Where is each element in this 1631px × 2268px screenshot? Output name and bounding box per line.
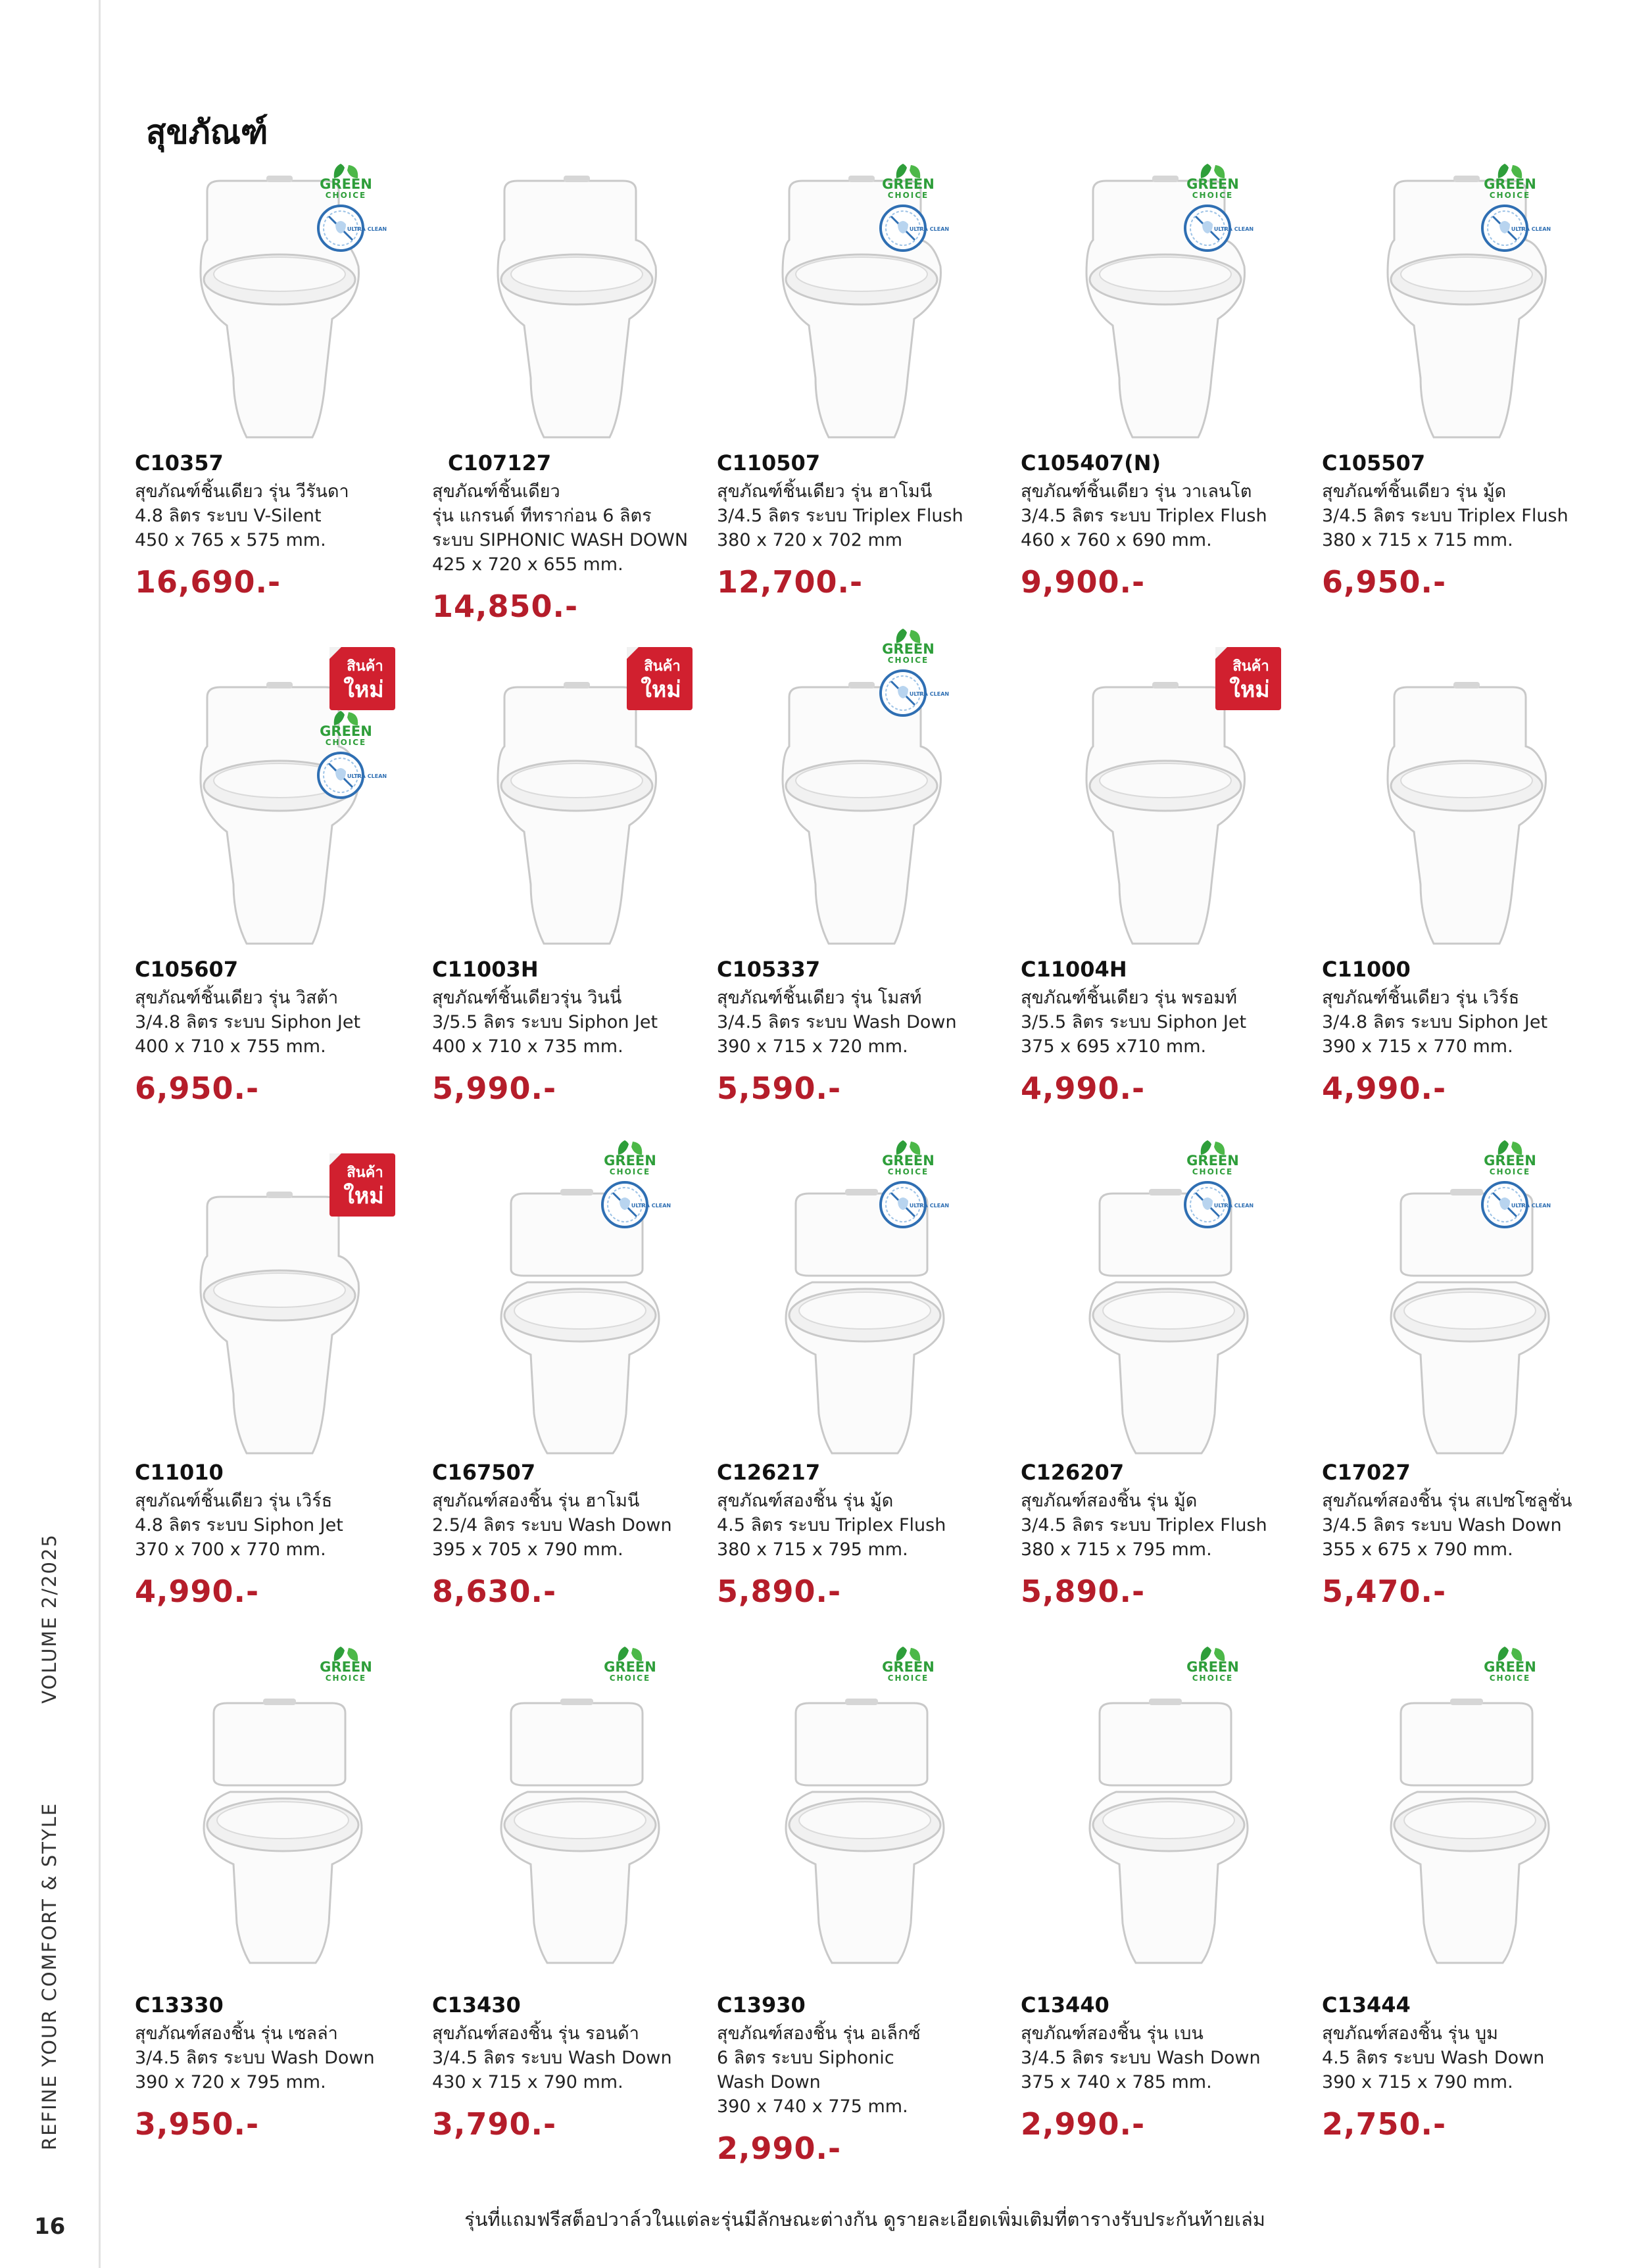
brand-line: REFINE YOUR COMFORT & STYLE: [38, 1802, 61, 2150]
new-badge-line2: ใหม่: [343, 1183, 384, 1209]
product-spec-line: 4.5 ลิตร ระบบ Wash Down: [1322, 2048, 1545, 2068]
product-image: [717, 667, 1006, 977]
ultra-clean-label: ULTRA CLEAN: [347, 773, 387, 779]
new-badge-line1: สินค้า: [347, 1165, 383, 1181]
green-badge-line1: GREEN: [320, 176, 372, 192]
product-price: 5,890.-: [717, 1574, 842, 1609]
green-choice-badge: [877, 161, 950, 260]
product-spec-line: 400 x 710 x 735 mm.: [432, 1036, 623, 1057]
product-info: [1021, 450, 1310, 600]
product-info: [135, 450, 424, 600]
new-badge-line2: ใหม่: [343, 677, 384, 703]
product-spec-line: Wash Down: [717, 2072, 821, 2092]
green-badge-line1: GREEN: [882, 1659, 935, 1675]
green-choice-badge: [1181, 1138, 1254, 1236]
new-product-badge: [624, 644, 695, 713]
product-info: [432, 1992, 721, 2142]
green-badge-line1: GREEN: [604, 1659, 656, 1675]
toilet-illustration: [1086, 682, 1245, 944]
product-card[interactable]: [1021, 161, 1310, 661]
green-badge-line1: GREEN: [1186, 176, 1239, 192]
green-badge-line1: GREEN: [882, 176, 935, 192]
product-info: [135, 957, 424, 1106]
product-spec-line: สุขภัณฑ์ชิ้นเดียว รุ่น มู้ด: [1322, 481, 1507, 502]
product-price: 14,850.-: [432, 589, 579, 624]
product-description: [432, 986, 721, 1059]
product-spec-line: สุขภัณฑ์ชิ้นเดียว รุ่น โมสท์: [717, 988, 922, 1008]
product-info: [432, 450, 721, 624]
product-spec-line: 430 x 715 x 790 mm.: [432, 2072, 623, 2092]
product-price: 4,990.-: [1322, 1071, 1447, 1106]
product-info: [1021, 1992, 1310, 2142]
product-code: C126207: [1021, 1460, 1125, 1485]
product-image: [1322, 667, 1611, 977]
product-card[interactable]: [1021, 1687, 1310, 2186]
product-spec-line: 390 x 720 x 795 mm.: [135, 2072, 326, 2092]
product-description: [1021, 1489, 1310, 1562]
product-price: 9,900.-: [1021, 564, 1146, 600]
product-card[interactable]: [1021, 1177, 1310, 1677]
product-spec-line: 3/4.5 ลิตร ระบบ Triplex Flush: [717, 506, 963, 526]
product-description: [1021, 986, 1310, 1059]
product-spec-line: 390 x 715 x 720 mm.: [717, 1036, 908, 1057]
product-spec-line: 355 x 675 x 790 mm.: [1322, 1539, 1513, 1560]
product-price: 5,990.-: [432, 1071, 557, 1106]
green-badge-line2: CHOICE: [887, 191, 929, 200]
product-code: C13440: [1021, 1992, 1109, 2017]
product-spec-line: 3/5.5 ลิตร ระบบ Siphon Jet: [432, 1012, 658, 1032]
product-description: [432, 479, 721, 577]
product-card[interactable]: [717, 161, 1006, 661]
side-rule: [99, 0, 101, 2268]
product-spec-line: 380 x 715 x 795 mm.: [717, 1539, 908, 1560]
green-choice-badge: [1181, 1644, 1244, 1743]
product-info: [432, 957, 721, 1106]
product-spec-line: 375 x 695 x710 mm.: [1021, 1036, 1207, 1057]
product-code: C11003H: [432, 957, 539, 982]
green-choice-badge: [1478, 1644, 1542, 1743]
product-description: [135, 479, 424, 552]
product-spec-line: สุขภัณฑ์สองชิ้น รุ่น อเล็กซ์: [717, 2023, 921, 2044]
green-badge-line2: CHOICE: [1489, 191, 1531, 200]
product-code: C107127: [448, 450, 552, 475]
product-description: [717, 986, 1006, 1059]
product-price: 6,950.-: [1322, 564, 1447, 600]
footnote: รุ่นที่แถมฟรีสต็อปวาล์วในแต่ละรุ่นมีลักษณะต่างกัน ดูรายละเอียดเพิ่มเติมที่ตารางรับประกันท้ายเล่ม: [464, 2208, 1265, 2231]
green-choice-badge: [1478, 1138, 1551, 1236]
product-description: [717, 2021, 1006, 2119]
ultra-clean-label: ULTRA CLEAN: [631, 1203, 671, 1209]
green-badge-line1: GREEN: [1484, 1153, 1536, 1169]
product-spec-line: สุขภัณฑ์สองชิ้น รุ่น มู้ด: [1021, 1491, 1198, 1511]
product-image: [1322, 161, 1611, 470]
product-spec-line: 3/4.5 ลิตร ระบบ Wash Down: [135, 2048, 375, 2068]
product-code: C11000: [1322, 957, 1411, 982]
product-info: [1021, 1460, 1310, 1609]
product-info: [1021, 957, 1310, 1106]
product-image: [717, 1177, 1006, 1486]
product-spec-line: สุขภัณฑ์สองชิ้น รุ่น ฮาโมนี: [432, 1491, 640, 1511]
product-spec-line: 4.8 ลิตร ระบบ Siphon Jet: [135, 1515, 343, 1535]
product-code: C105607: [135, 957, 239, 982]
product-code: C13430: [432, 1992, 521, 2017]
product-spec-line: 390 x 715 x 770 mm.: [1322, 1036, 1513, 1057]
product-price: 4,990.-: [135, 1574, 260, 1609]
product-image: [1322, 1177, 1611, 1486]
product-description: [135, 1489, 424, 1562]
product-info: [135, 1992, 424, 2142]
new-product-badge: [327, 644, 398, 713]
product-card[interactable]: [1322, 161, 1611, 661]
product-spec-line: สุขภัณฑ์สองชิ้น รุ่น เซลล่า: [135, 2023, 338, 2044]
product-spec-line: 380 x 715 x 715 mm.: [1322, 530, 1513, 550]
green-badge-line2: CHOICE: [887, 1167, 929, 1176]
product-price: 5,590.-: [717, 1071, 842, 1106]
product-card[interactable]: [1322, 1177, 1611, 1677]
page-number: 16: [34, 2213, 66, 2240]
product-description: [432, 1489, 721, 1562]
green-badge-line2: CHOICE: [887, 1674, 929, 1683]
product-price: 16,690.-: [135, 564, 281, 600]
product-image: [1322, 1687, 1611, 1996]
product-spec-line: สุขภัณฑ์สองชิ้น รุ่น เบน: [1021, 2023, 1204, 2044]
green-badge-line1: GREEN: [1186, 1659, 1239, 1675]
green-badge-line1: GREEN: [1186, 1153, 1239, 1169]
green-badge-line2: CHOICE: [609, 1167, 651, 1176]
product-code: C10357: [135, 450, 224, 475]
ultra-clean-label: ULTRA CLEAN: [1213, 1203, 1254, 1209]
product-image: [717, 161, 1006, 470]
product-spec-line: 425 x 720 x 655 mm.: [432, 554, 623, 575]
ultra-clean-label: ULTRA CLEAN: [909, 226, 950, 232]
product-spec-line: สุขภัณฑ์ชิ้นเดียว: [432, 481, 560, 502]
green-badge-line2: CHOICE: [325, 738, 367, 747]
product-image: [1021, 1177, 1310, 1486]
product-description: [717, 479, 1006, 552]
product-spec-line: สุขภัณฑ์สองชิ้น รุ่น รอนด้า: [432, 2023, 639, 2044]
product-card[interactable]: [135, 161, 424, 661]
product-card[interactable]: [1322, 1687, 1611, 2186]
product-image: [135, 1687, 424, 1996]
new-badge-line1: สินค้า: [644, 658, 681, 675]
green-badge-line1: GREEN: [320, 723, 372, 739]
green-choice-badge: [314, 1644, 377, 1743]
product-spec-line: 3/4.5 ลิตร ระบบ Wash Down: [1322, 1515, 1562, 1535]
new-badge-line1: สินค้า: [347, 658, 383, 675]
product-card[interactable]: [135, 667, 424, 1167]
product-spec-line: 3/4.5 ลิตร ระบบ Wash Down: [717, 1012, 957, 1032]
new-badge-line2: ใหม่: [641, 677, 681, 703]
product-spec-line: 4.8 ลิตร ระบบ V-Silent: [135, 506, 322, 526]
product-image: [432, 667, 721, 977]
product-info: [717, 1460, 1006, 1609]
product-price: 5,890.-: [1021, 1574, 1146, 1609]
green-badge-line1: GREEN: [320, 1659, 372, 1675]
product-spec-line: สุขภัณฑ์ชิ้นเดียว รุ่น วีรันดา: [135, 481, 349, 502]
ultra-clean-label: ULTRA CLEAN: [1511, 1203, 1551, 1209]
green-badge-line2: CHOICE: [887, 656, 929, 665]
product-code: C167507: [432, 1460, 536, 1485]
product-card[interactable]: [717, 1687, 1006, 2186]
toilet-illustration: [201, 1192, 359, 1453]
product-price: 2,990.-: [717, 2131, 842, 2166]
product-spec-line: 3/4.5 ลิตร ระบบ Triplex Flush: [1021, 1515, 1267, 1535]
product-price: 6,950.-: [135, 1071, 260, 1106]
volume-label: VOLUME 2/2025: [38, 1533, 61, 1704]
green-badge-line1: GREEN: [882, 1153, 935, 1169]
toilet-illustration: [1388, 682, 1546, 944]
green-choice-badge: [877, 1138, 950, 1236]
product-info: [1322, 1460, 1611, 1609]
product-spec-line: สุขภัณฑ์สองชิ้น รุ่น บูม: [1322, 2023, 1498, 2044]
green-badge-line2: CHOICE: [1489, 1167, 1531, 1176]
product-description: [1322, 479, 1611, 552]
product-code: C110507: [717, 450, 821, 475]
product-description: [1322, 1489, 1611, 1562]
product-image: [135, 1177, 424, 1486]
green-choice-badge: [1181, 161, 1254, 260]
product-card[interactable]: [717, 667, 1006, 1167]
product-spec-line: 390 x 740 x 775 mm.: [717, 2096, 908, 2117]
product-info: [1322, 1992, 1611, 2142]
toilet-illustration: [498, 682, 656, 944]
product-code: C17027: [1322, 1460, 1411, 1485]
new-product-badge: [327, 1151, 398, 1219]
product-spec-line: 2.5/4 ลิตร ระบบ Wash Down: [432, 1515, 672, 1535]
product-spec-line: สุขภัณฑ์ชิ้นเดียว รุ่น เวิร์ธ: [1322, 988, 1520, 1008]
product-spec-line: 3/4.5 ลิตร ระบบ Triplex Flush: [1021, 506, 1267, 526]
product-info: [1322, 450, 1611, 600]
product-info: [717, 450, 1006, 600]
product-spec-line: 380 x 715 x 795 mm.: [1021, 1539, 1212, 1560]
side-vertical-text: [38, 1533, 61, 2150]
product-description: [1322, 2021, 1611, 2094]
product-spec-line: 3/4.5 ลิตร ระบบ Triplex Flush: [1322, 506, 1569, 526]
product-image: [1021, 161, 1310, 470]
product-spec-line: สุขภัณฑ์ชิ้นเดียวรุ่น วินนี่: [432, 988, 622, 1008]
green-choice-badge: [314, 161, 387, 260]
product-spec-line: 3/5.5 ลิตร ระบบ Siphon Jet: [1021, 1012, 1247, 1032]
product-description: [1021, 479, 1310, 552]
product-code: C11004H: [1021, 957, 1127, 982]
ultra-clean-label: ULTRA CLEAN: [1511, 226, 1551, 232]
product-card[interactable]: [432, 161, 721, 661]
product-card[interactable]: [717, 1177, 1006, 1677]
green-choice-badge: [1478, 161, 1551, 260]
green-badge-line2: CHOICE: [1489, 1674, 1531, 1683]
product-card[interactable]: [432, 1687, 721, 2186]
new-badge-line2: ใหม่: [1229, 677, 1270, 703]
product-card[interactable]: [1021, 667, 1310, 1167]
ultra-clean-label: ULTRA CLEAN: [347, 226, 387, 232]
product-spec-line: 400 x 710 x 755 mm.: [135, 1036, 326, 1057]
product-spec-line: ระบบ SIPHONIC WASH DOWN: [432, 530, 689, 550]
product-image: [717, 1687, 1006, 1996]
product-spec-line: 3/4.5 ลิตร ระบบ Wash Down: [1021, 2048, 1261, 2068]
product-description: [432, 2021, 721, 2094]
ultra-clean-label: ULTRA CLEAN: [1213, 226, 1254, 232]
ultra-clean-label: ULTRA CLEAN: [909, 691, 950, 697]
product-code: C126217: [717, 1460, 821, 1485]
product-image: [135, 161, 424, 470]
ultra-clean-label: ULTRA CLEAN: [909, 1203, 950, 1209]
product-spec-line: สุขภัณฑ์สองชิ้น รุ่น มู้ด: [717, 1491, 894, 1511]
product-image: [432, 1687, 721, 1996]
product-spec-line: 380 x 720 x 702 mm: [717, 530, 903, 550]
new-badge-line1: สินค้า: [1232, 658, 1269, 675]
green-choice-badge: [314, 708, 387, 807]
product-price: 8,630.-: [432, 1574, 557, 1609]
toilet-illustration: [498, 176, 656, 437]
green-badge-line2: CHOICE: [325, 1674, 367, 1683]
category-title: สุขภัณฑ์: [146, 113, 268, 151]
green-badge-line2: CHOICE: [1192, 1674, 1234, 1683]
product-image: [1021, 1687, 1310, 1996]
product-info: [135, 1460, 424, 1609]
product-image: [432, 161, 721, 470]
product-card[interactable]: [135, 1177, 424, 1677]
product-info: [432, 1460, 721, 1609]
product-spec-line: 3/4.8 ลิตร ระบบ Siphon Jet: [135, 1012, 361, 1032]
product-card[interactable]: [1322, 667, 1611, 1167]
product-info: [717, 1992, 1006, 2166]
product-spec-line: สุขภัณฑ์ชิ้นเดียว รุ่น เวิร์ธ: [135, 1491, 333, 1511]
green-choice-badge: [877, 1644, 940, 1743]
product-spec-line: สุขภัณฑ์ชิ้นเดียว รุ่น วาเลนโต: [1021, 481, 1252, 502]
green-choice-badge: [877, 626, 950, 725]
green-badge-line1: GREEN: [604, 1153, 656, 1169]
product-image: [432, 1177, 721, 1486]
product-spec-line: 6 ลิตร ระบบ Siphonic: [717, 2048, 894, 2068]
product-spec-line: สุขภัณฑ์สองชิ้น รุ่น สเปซโซลูชั่น: [1322, 1491, 1572, 1511]
green-badge-line2: CHOICE: [609, 1674, 651, 1683]
product-price: 2,750.-: [1322, 2106, 1447, 2142]
product-spec-line: 4.5 ลิตร ระบบ Triplex Flush: [717, 1515, 946, 1535]
product-card[interactable]: [432, 667, 721, 1167]
green-badge-line1: GREEN: [1484, 1659, 1536, 1675]
product-spec-line: 460 x 760 x 690 mm.: [1021, 530, 1212, 550]
product-description: [1322, 986, 1611, 1059]
product-price: 4,990.-: [1021, 1071, 1146, 1106]
product-price: 3,790.-: [432, 2106, 557, 2142]
product-price: 3,950.-: [135, 2106, 260, 2142]
product-spec-line: 375 x 740 x 785 mm.: [1021, 2072, 1212, 2092]
product-spec-line: 395 x 705 x 790 mm.: [432, 1539, 623, 1560]
green-choice-badge: [598, 1138, 671, 1236]
product-card[interactable]: [432, 1177, 721, 1677]
product-spec-line: รุ่น แกรนด์ ทีทราก่อน 6 ลิตร: [432, 506, 652, 526]
new-product-badge: [1213, 644, 1284, 713]
product-spec-line: 370 x 700 x 770 mm.: [135, 1539, 326, 1560]
product-code: C105407(N): [1021, 450, 1161, 475]
product-spec-line: 3/4.8 ลิตร ระบบ Siphon Jet: [1322, 1012, 1548, 1032]
product-code: C13444: [1322, 1992, 1411, 2017]
product-code: C105337: [717, 957, 821, 982]
product-card[interactable]: [135, 1687, 424, 2186]
product-info: [1322, 957, 1611, 1106]
product-code: C13330: [135, 1992, 224, 2017]
green-badge-line2: CHOICE: [325, 191, 367, 200]
product-spec-line: สุขภัณฑ์ชิ้นเดียว รุ่น พรอมท์: [1021, 988, 1237, 1008]
product-spec-line: สุขภัณฑ์ชิ้นเดียว รุ่น วิสต้า: [135, 988, 339, 1008]
product-price: 12,700.-: [717, 564, 864, 600]
product-spec-line: 390 x 715 x 790 mm.: [1322, 2072, 1513, 2092]
product-image: [135, 667, 424, 977]
green-badge-line1: GREEN: [1484, 176, 1536, 192]
product-description: [717, 1489, 1006, 1562]
product-description: [135, 986, 424, 1059]
product-description: [1021, 2021, 1310, 2094]
product-spec-line: สุขภัณฑ์ชิ้นเดียว รุ่น ฮาโมนี: [717, 481, 933, 502]
product-code: C11010: [135, 1460, 224, 1485]
product-image: [1021, 667, 1310, 977]
product-price: 5,470.-: [1322, 1574, 1447, 1609]
product-price: 2,990.-: [1021, 2106, 1146, 2142]
product-code: C13930: [717, 1992, 806, 2017]
green-badge-line1: GREEN: [882, 641, 935, 657]
green-choice-badge: [598, 1644, 662, 1743]
green-badge-line2: CHOICE: [1192, 191, 1234, 200]
product-code: C105507: [1322, 450, 1426, 475]
product-spec-line: 450 x 765 x 575 mm.: [135, 530, 326, 550]
product-spec-line: 3/4.5 ลิตร ระบบ Wash Down: [432, 2048, 672, 2068]
product-info: [717, 957, 1006, 1106]
product-description: [135, 2021, 424, 2094]
green-badge-line2: CHOICE: [1192, 1167, 1234, 1176]
